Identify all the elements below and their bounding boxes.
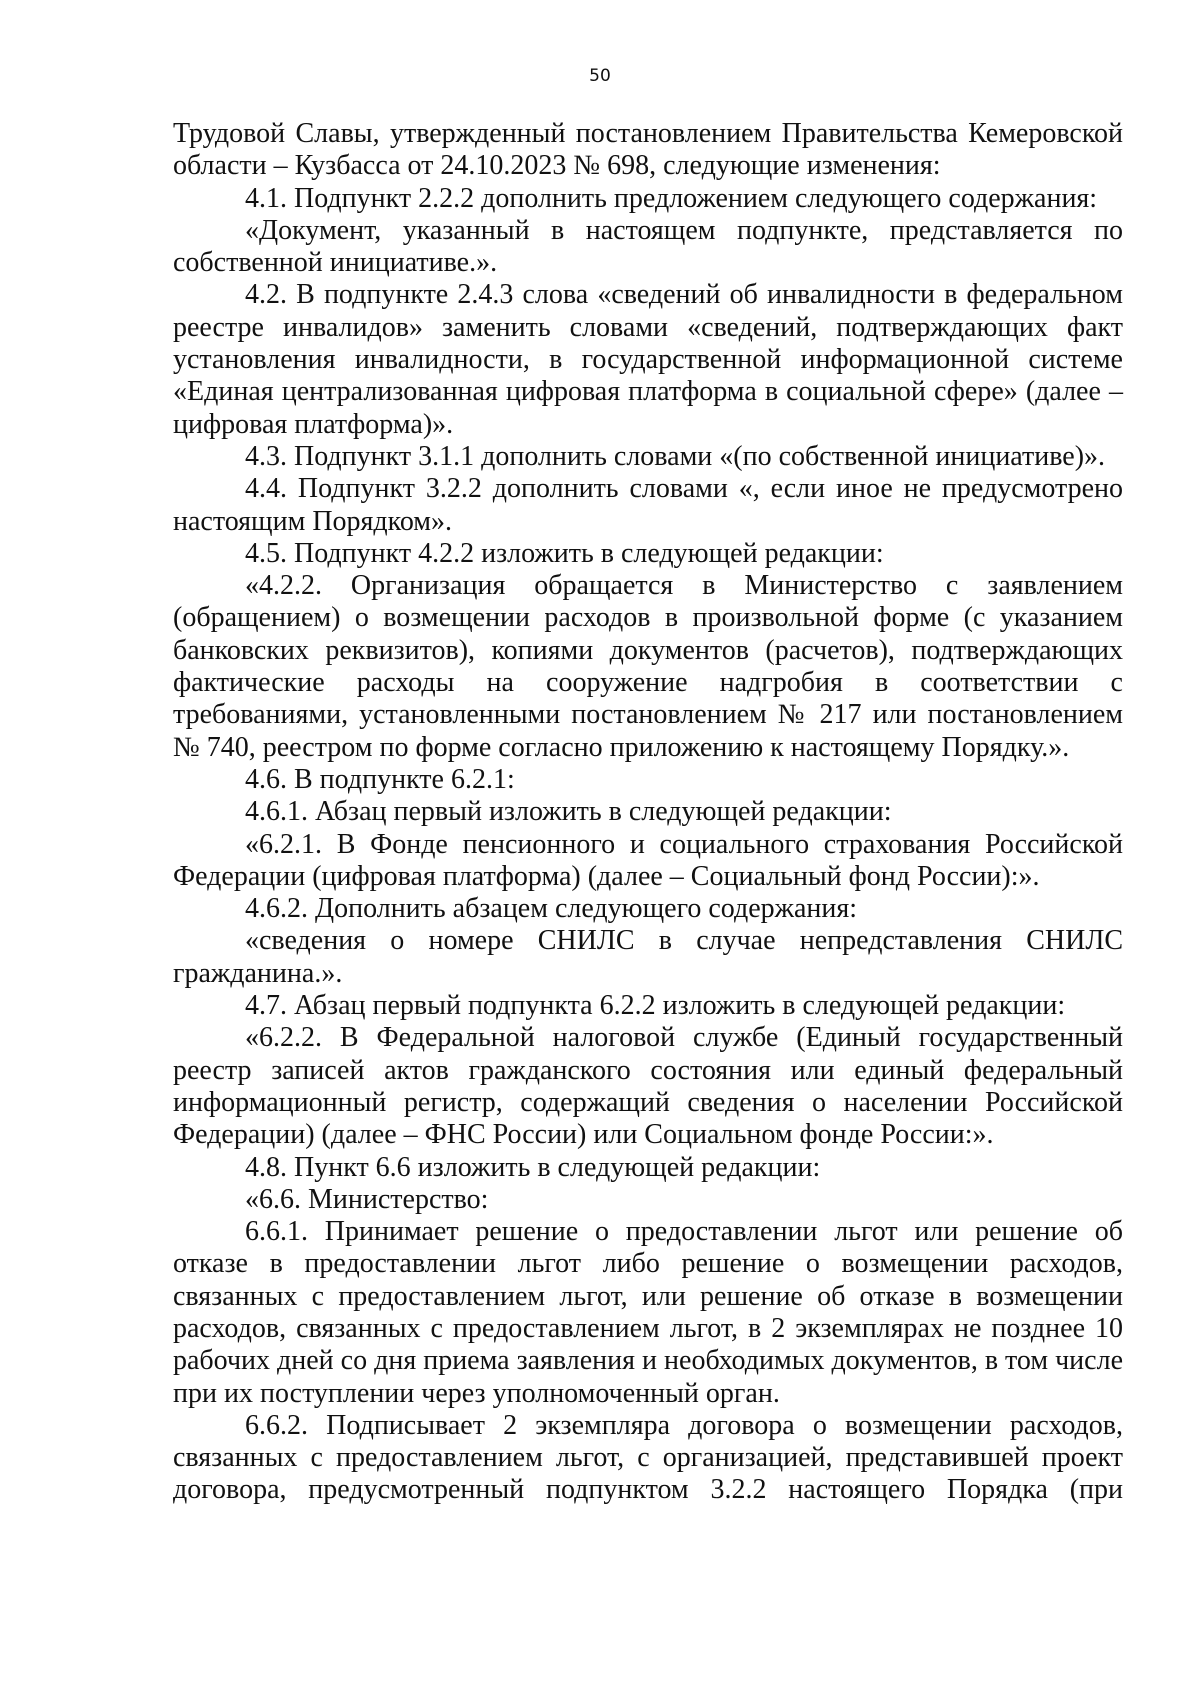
paragraph-item-4-6: 4.6. В подпункте 6.2.1: [245, 763, 515, 795]
paragraph-quote-6-6-1: 6.6.1. Принимает решение о предоставлении льгот или решение об отказе в предоставлении льгот либо решение о возмещении расходов, связанных с предоставлением льгот, или решение об отказе в возмещении расходов, связанных с предоставлением льгот, в 2 экземплярах не позднее 10 рабочих дней со дня приема заявления и необходимых документов, в том числе при их поступлении через уполномоченный орган. [173, 1216, 1123, 1409]
paragraph-item-4-7: 4.7. Абзац первый подпункта 6.2.2 изложить в следующей редакции: [245, 990, 1066, 1022]
paragraph-item-4-6-2: 4.6.2. Дополнить абзацем следующего содержания: [245, 893, 858, 925]
paragraph-continuation: Трудовой Славы, утвержденный постановлением Правительства Кемеровской области – Кузбасса от 24.10.2023 № 698, следующие изменения: [173, 118, 1123, 182]
paragraph-item-4-6-1: 4.6.1. Абзац первый изложить в следующей редакции: [245, 796, 892, 828]
paragraph-item-4-5: 4.5. Подпункт 4.2.2 изложить в следующей редакции: [245, 537, 884, 569]
page-number: 50 [589, 66, 611, 86]
paragraph-quote-6-2-2: «6.2.2. В Федеральной налоговой службе (Единый государственный реестр записей актов гражданского состояния или единый федеральный информационный регистр, содержащий сведения о населении Российской Федерации) (далее – ФНС России) или Социальном фонде России:». [173, 1022, 1123, 1151]
paragraph-quote-4-2-2: «4.2.2. Организация обращается в Министерство с заявлением (обращением) о возмещении расходов в произвольной форме (с указанием банковских реквизитов), копиями документов (расчетов), подтверждающих фактические расходы на сооружение надгробия в соответствии с требованиями, установленными постановлением № 217 или постановлением № 740, реестром по форме согласно приложению к настоящему Порядку.». [173, 570, 1123, 763]
paragraph-item-4-4: 4.4. Подпункт 3.2.2 дополнить словами «, если иное не предусмотрено настоящим Порядком». [173, 473, 1123, 537]
paragraph-quote-6-6: «6.6. Министерство: [245, 1183, 489, 1215]
paragraph-item-4-8: 4.8. Пункт 6.6 изложить в следующей редакции: [245, 1151, 821, 1183]
paragraph-quote-6-6-2: 6.6.2. Подписывает 2 экземпляра договора о возмещении расходов, связанных с предоставлением льгот, с организацией, представившей проект договора, предусмотренный подпунктом 3.2.2 настоящего Порядка (при [173, 1409, 1123, 1506]
paragraph-quote-4-1: «Документ, указанный в настоящем подпункте, представляется по собственной инициативе.». [173, 214, 1123, 279]
paragraph-quote-6-2-1: «6.2.1. В Фонде пенсионного и социального страхования Российской Федерации (цифровая платформа) (далее – Социальный фонд России):». [173, 828, 1123, 892]
paragraph-item-4-2: 4.2. В подпункте 2.4.3 слова «сведений об инвалидности в федеральном реестре инвалидов» заменить словами «сведений, подтверждающих факт установления инвалидности, в государственной информационной системе «Единая централизованная цифровая платформа в социальной сфере» (далее – цифровая платформа)». [173, 279, 1123, 440]
paragraph-item-4-3: 4.3. Подпункт 3.1.1 дополнить словами «(по собственной инициативе)». [245, 440, 1106, 472]
document-body [173, 118, 1123, 1507]
paragraph-item-4-1: 4.1. Подпункт 2.2.2 дополнить предложением следующего содержания: [245, 182, 1098, 214]
paragraph-quote-snils: «сведения о номере СНИЛС в случае непредставления СНИЛС гражданина.». [173, 925, 1123, 989]
